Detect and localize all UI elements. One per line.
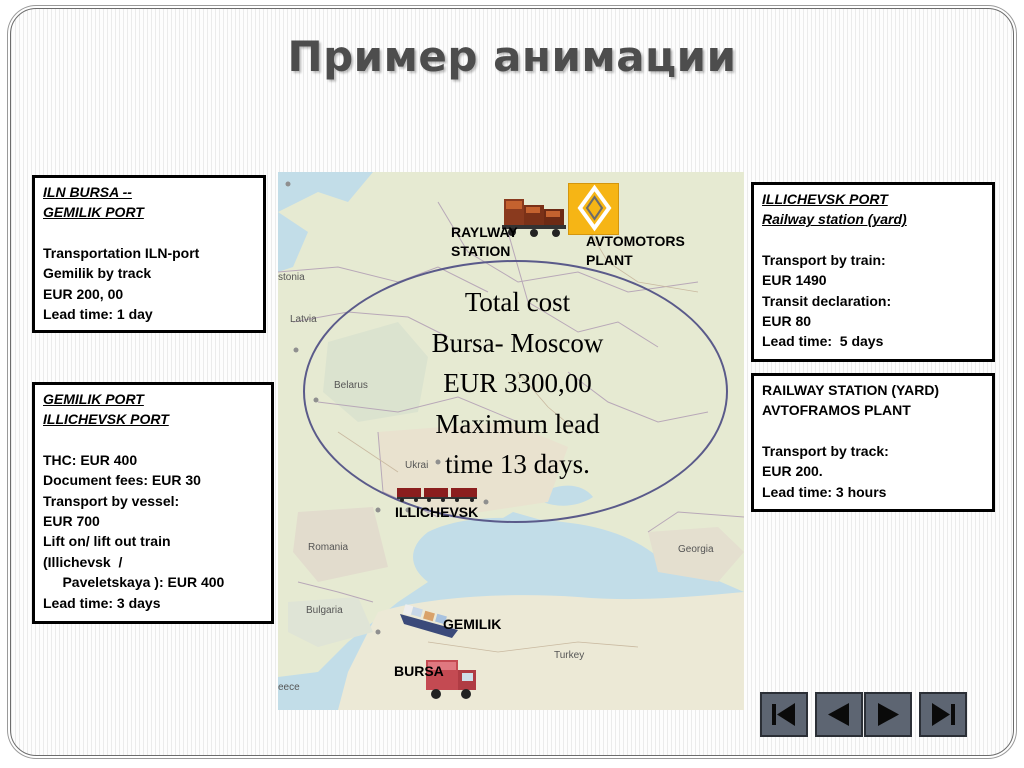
box-line: Paveletskaya ): EUR 400 bbox=[43, 574, 225, 591]
box-line: Lift on/ lift out train bbox=[43, 533, 171, 550]
previous-slide-button[interactable] bbox=[815, 692, 863, 737]
map-country-label: Ukrai bbox=[405, 460, 429, 471]
box-line: Transit declaration: bbox=[762, 292, 892, 309]
box-line: EUR 1490 bbox=[762, 272, 827, 289]
renault-logo bbox=[568, 183, 619, 235]
box-line: Document fees: EUR 30 bbox=[43, 472, 201, 489]
first-slide-button[interactable] bbox=[760, 692, 808, 737]
gemilik-label: GEMILIK bbox=[443, 616, 502, 632]
box-line: (Illichevsk / bbox=[43, 553, 123, 570]
map-country-label: Georgia bbox=[678, 544, 714, 555]
box-line: EUR 200, 00 bbox=[43, 285, 124, 302]
avtomotors-plant-label: AVTOMOTORS PLANT bbox=[586, 233, 685, 268]
box-line: EUR 200. bbox=[762, 463, 823, 480]
box-header-line: GEMILIK PORT bbox=[43, 204, 144, 221]
slide-title: Пример анимации bbox=[287, 32, 737, 81]
box-header-line: ILLICHEVSK PORT bbox=[43, 411, 169, 428]
skip-forward-icon bbox=[921, 694, 965, 735]
freight-train-icon bbox=[397, 484, 479, 504]
map-country-label: Bulgaria bbox=[306, 605, 343, 616]
iln-gemilik-box bbox=[32, 175, 266, 333]
box-line: Transport by track: bbox=[762, 442, 889, 459]
box-line: Lead time: 3 days bbox=[43, 594, 161, 611]
illichevsk-label: ILLICHEVSK bbox=[395, 504, 479, 520]
railway-plant-box bbox=[751, 373, 995, 512]
box-line: Transportation ILN-port bbox=[43, 244, 200, 261]
map-country-label: Turkey bbox=[554, 650, 585, 661]
map-country-label: Belarus bbox=[334, 380, 368, 391]
box-line: THC: EUR 400 bbox=[43, 451, 138, 468]
map-country-label: Romania bbox=[308, 542, 349, 553]
box-line: Lead time: 5 days bbox=[762, 333, 884, 350]
summary-line: Maximum lead bbox=[435, 408, 600, 439]
box-line: Lead time: 1 day bbox=[43, 306, 153, 323]
total-cost-summary bbox=[395, 282, 640, 485]
skip-back-icon bbox=[762, 694, 806, 735]
summary-line: Total cost bbox=[464, 287, 571, 317]
box-header-line: GEMILIK PORT bbox=[43, 391, 144, 407]
arrow-left-icon bbox=[817, 694, 861, 735]
map-country-label: eece bbox=[278, 682, 300, 693]
gemilik-illichevsk-box bbox=[32, 382, 274, 624]
box-header-line: AVTOFRAMOS PLANT bbox=[762, 402, 911, 419]
box-line: EUR 700 bbox=[43, 513, 100, 530]
renault-diamond-icon bbox=[569, 184, 620, 236]
next-slide-button[interactable] bbox=[864, 692, 912, 737]
last-slide-button[interactable] bbox=[919, 692, 967, 737]
map-country-label: Latvia bbox=[290, 314, 317, 325]
box-header-line: RAILWAY STATION (YARD) bbox=[762, 382, 940, 398]
box-line: EUR 80 bbox=[762, 313, 812, 330]
arrow-right-icon bbox=[866, 694, 910, 735]
box-header-line: ILLICHEVSK PORT bbox=[762, 191, 888, 207]
box-line: Transport by train: bbox=[762, 251, 886, 268]
box-line: Lead time: 3 hours bbox=[762, 483, 887, 500]
box-header-line: Railway station (yard) bbox=[762, 211, 907, 228]
box-header-line: ILN BURSA -- bbox=[43, 184, 132, 200]
summary-line: Bursa- Moscow bbox=[431, 327, 604, 358]
map-country-label: stonia bbox=[278, 272, 305, 283]
bursa-label: BURSA bbox=[394, 663, 444, 679]
box-line: Gemilik by track bbox=[43, 265, 152, 282]
summary-line: EUR 3300,00 bbox=[443, 368, 592, 398]
box-line: Transport by vessel: bbox=[43, 492, 180, 509]
illichevsk-railway-box bbox=[751, 182, 995, 362]
summary-line: time 13 days. bbox=[445, 449, 590, 479]
railway-station-label: RAYLWAY STATION bbox=[451, 224, 518, 259]
